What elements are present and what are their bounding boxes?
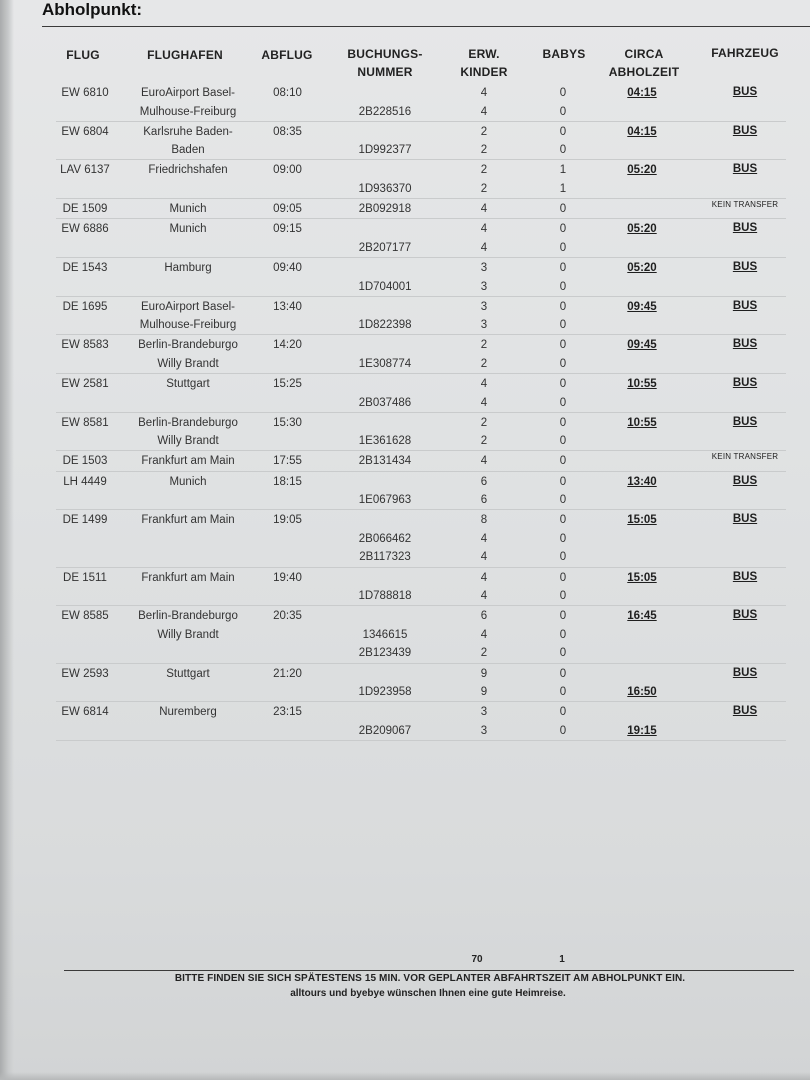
row-divider xyxy=(56,471,786,472)
pickup-time: 05:20 xyxy=(627,223,657,236)
pickup-time: 13:40 xyxy=(627,475,657,488)
departure-time: 09:05 xyxy=(273,203,302,216)
departure-time: 08:10 xyxy=(273,87,302,99)
header-pickup xyxy=(598,45,690,81)
babies-count: 0 xyxy=(559,475,567,488)
airport-name: Willy Brandt xyxy=(157,435,219,448)
departure-time: 15:30 xyxy=(273,416,302,429)
pickup-time: 05:20 xyxy=(627,164,657,177)
adults-children-count: 4 xyxy=(480,241,488,254)
flight-number: LH 4449 xyxy=(63,475,107,488)
row-divider xyxy=(56,567,786,568)
header-flight: FLUG xyxy=(66,48,100,62)
header-adults xyxy=(448,45,520,81)
airport-name: Hamburg xyxy=(164,261,212,274)
vehicle-type: BUS xyxy=(732,415,758,428)
departure-time: 18:15 xyxy=(273,475,302,488)
header-booking xyxy=(335,45,435,81)
babies-count: 0 xyxy=(559,706,567,719)
babies-count: 0 xyxy=(559,319,567,332)
flight-number: EW 8583 xyxy=(61,339,109,352)
booking-number: 1E361628 xyxy=(358,435,412,448)
babies-count: 0 xyxy=(559,628,567,641)
pickup-time: 10:55 xyxy=(627,378,657,390)
header-departure: ABFLUG xyxy=(261,48,313,62)
airport-name: Willy Brandt xyxy=(157,357,219,370)
vehicle-type: BUS xyxy=(732,163,758,176)
vehicle-no-transfer: KEIN TRANSFER xyxy=(711,200,779,210)
sheet-shadow-edge xyxy=(0,0,14,1080)
babies-count: 0 xyxy=(559,87,567,99)
flight-number: DE 1499 xyxy=(62,514,108,527)
adults-children-count: 4 xyxy=(480,628,488,641)
babies-count: 0 xyxy=(559,357,567,370)
airport-name: Berlin-Brandeburgo xyxy=(138,610,238,623)
booking-number: 1D788818 xyxy=(358,590,412,603)
flight-number: EW 2593 xyxy=(61,667,109,680)
booking-number: 2B037486 xyxy=(358,396,412,409)
booking-number: 1D923958 xyxy=(358,686,412,699)
booking-number: 1D936370 xyxy=(358,183,412,195)
babies-count: 0 xyxy=(559,551,567,564)
booking-number: 1D822398 xyxy=(358,319,412,332)
row-divider xyxy=(56,412,786,413)
pickup-time: 04:15 xyxy=(627,125,657,138)
adults-children-count: 4 xyxy=(480,223,488,236)
airport-name: EuroAirport Basel- xyxy=(141,87,235,99)
airport-name: Frankfurt am Main xyxy=(141,514,235,527)
adults-children-count: 2 xyxy=(480,144,488,157)
vehicle-type: BUS xyxy=(732,124,758,137)
booking-number: 2B117323 xyxy=(359,551,411,564)
flight-number: EW 6886 xyxy=(61,223,109,236)
babies-count: 0 xyxy=(559,203,567,216)
adults-children-count: 4 xyxy=(480,203,488,216)
airport-name: Baden xyxy=(171,144,205,157)
header-adults-line1: ERW. xyxy=(468,47,500,61)
departure-time: 09:40 xyxy=(273,261,302,274)
adults-children-count: 6 xyxy=(480,610,488,623)
pickup-time: 16:45 xyxy=(627,610,657,623)
adults-children-count: 9 xyxy=(480,667,488,680)
babies-count: 0 xyxy=(559,435,567,448)
babies-count: 0 xyxy=(559,514,567,527)
babies-count: 0 xyxy=(559,724,567,737)
vehicle-type: BUS xyxy=(732,86,758,98)
airport-name: EuroAirport Basel- xyxy=(141,300,235,313)
vehicle-type: BUS xyxy=(732,570,758,583)
babies-count: 0 xyxy=(559,125,567,138)
row-divider xyxy=(56,450,786,451)
page-title: Abholpunkt: xyxy=(42,0,143,19)
airport-name: Frankfurt am Main xyxy=(141,571,235,584)
flight-number: DE 1503 xyxy=(62,455,108,468)
babies-count: 0 xyxy=(559,396,567,409)
row-divider xyxy=(56,373,786,374)
babies-count: 0 xyxy=(559,686,567,699)
adults-children-count: 4 xyxy=(480,590,488,603)
row-divider xyxy=(56,198,786,199)
adults-children-count: 3 xyxy=(480,300,488,313)
babies-count: 0 xyxy=(559,241,567,254)
flight-number: EW 6810 xyxy=(61,87,109,99)
booking-number: 2B131434 xyxy=(358,455,412,468)
adults-children-count: 2 xyxy=(480,164,488,177)
adults-children-count: 4 xyxy=(480,571,488,584)
booking-number: 1346615 xyxy=(362,628,408,641)
vehicle-type: BUS xyxy=(732,222,758,235)
flight-number: DE 1695 xyxy=(62,300,108,313)
total-adults: 70 xyxy=(471,954,483,965)
departure-time: 19:05 xyxy=(273,514,302,527)
adults-children-count: 4 xyxy=(480,105,488,118)
flight-number: EW 8585 xyxy=(61,610,109,623)
booking-number: 1E308774 xyxy=(358,357,412,370)
booking-number: 2B228516 xyxy=(358,105,412,118)
row-divider xyxy=(56,218,786,219)
airport-name: Friedrichshafen xyxy=(148,164,228,177)
pickup-time: 19:15 xyxy=(627,724,657,737)
row-divider xyxy=(56,740,786,741)
adults-children-count: 2 xyxy=(480,647,488,660)
departure-time: 14:20 xyxy=(273,339,302,352)
babies-count: 0 xyxy=(559,494,567,507)
babies-count: 1 xyxy=(559,164,567,177)
pickup-time: 09:45 xyxy=(627,300,657,313)
flight-number: DE 1543 xyxy=(62,261,108,274)
adults-children-count: 2 xyxy=(480,357,488,370)
flight-number: EW 6804 xyxy=(61,125,109,138)
adults-children-count: 6 xyxy=(480,475,488,488)
flight-number: LAV 6137 xyxy=(60,164,110,177)
babies-count: 0 xyxy=(559,571,567,584)
vehicle-type: BUS xyxy=(732,377,758,389)
departure-time: 19:40 xyxy=(273,571,302,584)
flight-number: DE 1509 xyxy=(62,203,108,216)
header-pickup-line1: CIRCA xyxy=(624,47,664,61)
departure-time: 23:15 xyxy=(273,706,302,719)
airport-name: Stuttgart xyxy=(166,378,210,390)
footer-divider xyxy=(64,970,794,971)
adults-children-count: 2 xyxy=(480,339,488,352)
pickup-time: 15:05 xyxy=(627,571,657,584)
babies-count: 0 xyxy=(559,280,567,293)
footer-greeting: alltours und byebye wünschen Ihnen eine gute Heimreise. xyxy=(290,988,566,999)
babies-count: 0 xyxy=(559,300,567,313)
row-divider xyxy=(56,701,786,702)
row-divider xyxy=(56,121,786,122)
airport-name: Nuremberg xyxy=(159,706,217,719)
babies-count: 0 xyxy=(559,610,567,623)
pickup-time: 05:20 xyxy=(627,261,657,274)
vehicle-type: BUS xyxy=(732,299,758,312)
vehicle-type: BUS xyxy=(732,513,758,526)
adults-children-count: 3 xyxy=(480,706,488,719)
adults-children-count: 4 xyxy=(480,396,488,409)
airport-name: Frankfurt am Main xyxy=(141,455,235,468)
flight-number: DE 1511 xyxy=(63,571,107,584)
flight-number: EW 2581 xyxy=(61,378,109,390)
adults-children-count: 4 xyxy=(480,532,488,545)
babies-count: 0 xyxy=(559,532,567,545)
row-divider xyxy=(56,159,786,160)
babies-count: 0 xyxy=(559,647,567,660)
departure-time: 08:35 xyxy=(273,125,302,138)
vehicle-no-transfer: KEIN TRANSFER xyxy=(711,452,779,462)
adults-children-count: 4 xyxy=(480,551,488,564)
flight-number: EW 6814 xyxy=(61,706,109,719)
babies-count: 1 xyxy=(559,183,567,195)
pickup-time: 09:45 xyxy=(627,339,657,352)
vehicle-type: BUS xyxy=(732,705,758,718)
vehicle-type: BUS xyxy=(732,474,758,487)
footer-notice: BITTE FINDEN SIE SICH SPÄTESTENS 15 MIN. VOR GEPLANTER ABFAHRTSZEIT AM ABHOLPUNKT EIN. xyxy=(174,973,686,984)
total-babies: 1 xyxy=(559,954,565,965)
babies-count: 0 xyxy=(559,590,567,603)
row-divider xyxy=(56,663,786,664)
vehicle-type: BUS xyxy=(732,260,758,273)
booking-number: 2B209067 xyxy=(358,724,412,737)
booking-number: 1D992377 xyxy=(358,144,412,157)
adults-children-count: 2 xyxy=(480,125,488,138)
adults-children-count: 2 xyxy=(480,183,488,195)
sheet-bottom-edge xyxy=(0,1072,810,1080)
departure-time: 09:00 xyxy=(273,164,302,177)
adults-children-count: 4 xyxy=(480,378,488,390)
header-booking-line1: BUCHUNGS- xyxy=(347,47,423,61)
row-divider xyxy=(56,334,786,335)
booking-number: 2B207177 xyxy=(358,241,412,254)
vehicle-type: BUS xyxy=(732,666,758,679)
booking-number: 1D704001 xyxy=(358,280,412,293)
departure-time: 17:55 xyxy=(273,455,302,468)
row-divider xyxy=(56,605,786,606)
adults-children-count: 3 xyxy=(480,724,488,737)
booking-number: 2B092918 xyxy=(358,203,412,216)
header-airport: FLUGHAFEN xyxy=(147,48,223,62)
adults-children-count: 2 xyxy=(480,435,488,448)
booking-number: 2B066462 xyxy=(358,532,412,545)
airport-name: Berlin-Brandeburgo xyxy=(138,339,238,352)
adults-children-count: 3 xyxy=(480,280,488,293)
header-adults-line2: KINDER xyxy=(460,65,508,79)
babies-count: 0 xyxy=(559,339,567,352)
babies-count: 0 xyxy=(559,105,567,118)
row-divider xyxy=(56,509,786,510)
flight-number: EW 8581 xyxy=(61,416,109,429)
babies-count: 0 xyxy=(559,378,567,390)
pickup-time: 16:50 xyxy=(627,686,657,699)
vehicle-type: BUS xyxy=(732,609,758,622)
airport-name: Munich xyxy=(169,203,207,216)
airport-name: Berlin-Brandeburgo xyxy=(138,416,238,429)
adults-children-count: 9 xyxy=(480,686,488,699)
header-booking-line2: NUMMER xyxy=(357,65,413,79)
airport-name: Munich xyxy=(169,223,207,236)
header-babies: BABYS xyxy=(542,47,586,61)
pickup-time: 04:15 xyxy=(627,87,657,99)
title-divider xyxy=(42,26,810,27)
babies-count: 0 xyxy=(559,261,567,274)
babies-count: 0 xyxy=(559,223,567,236)
vehicle-type: BUS xyxy=(732,338,758,351)
header-vehicle: FAHRZEUG xyxy=(711,46,779,60)
adults-children-count: 3 xyxy=(480,319,488,332)
babies-count: 0 xyxy=(559,144,567,157)
babies-count: 0 xyxy=(559,455,567,468)
airport-name: Mulhouse-Freiburg xyxy=(139,319,237,332)
airport-name: Karlsruhe Baden- xyxy=(143,125,233,138)
pickup-time: 15:05 xyxy=(627,514,657,527)
airport-name: Munich xyxy=(169,475,207,488)
adults-children-count: 6 xyxy=(480,494,488,507)
airport-name: Mulhouse-Freiburg xyxy=(139,105,237,118)
adults-children-count: 4 xyxy=(480,455,488,468)
airport-name: Willy Brandt xyxy=(157,628,219,641)
row-divider xyxy=(56,257,786,258)
adults-children-count: 4 xyxy=(480,87,488,99)
airport-name: Stuttgart xyxy=(166,667,210,680)
adults-children-count: 2 xyxy=(480,416,488,429)
departure-time: 15:25 xyxy=(273,378,302,390)
departure-time: 09:15 xyxy=(273,223,302,236)
departure-time: 21:20 xyxy=(273,667,302,680)
adults-children-count: 3 xyxy=(480,261,488,274)
header-pickup-line2: ABHOLZEIT xyxy=(608,65,680,79)
row-divider xyxy=(56,296,786,297)
babies-count: 0 xyxy=(559,667,567,680)
adults-children-count: 8 xyxy=(480,514,488,527)
departure-time: 13:40 xyxy=(273,300,302,313)
booking-number: 2B123439 xyxy=(358,647,412,660)
babies-count: 0 xyxy=(559,416,567,429)
pickup-time: 10:55 xyxy=(627,416,657,429)
departure-time: 20:35 xyxy=(273,610,302,623)
booking-number: 1E067963 xyxy=(358,494,412,507)
